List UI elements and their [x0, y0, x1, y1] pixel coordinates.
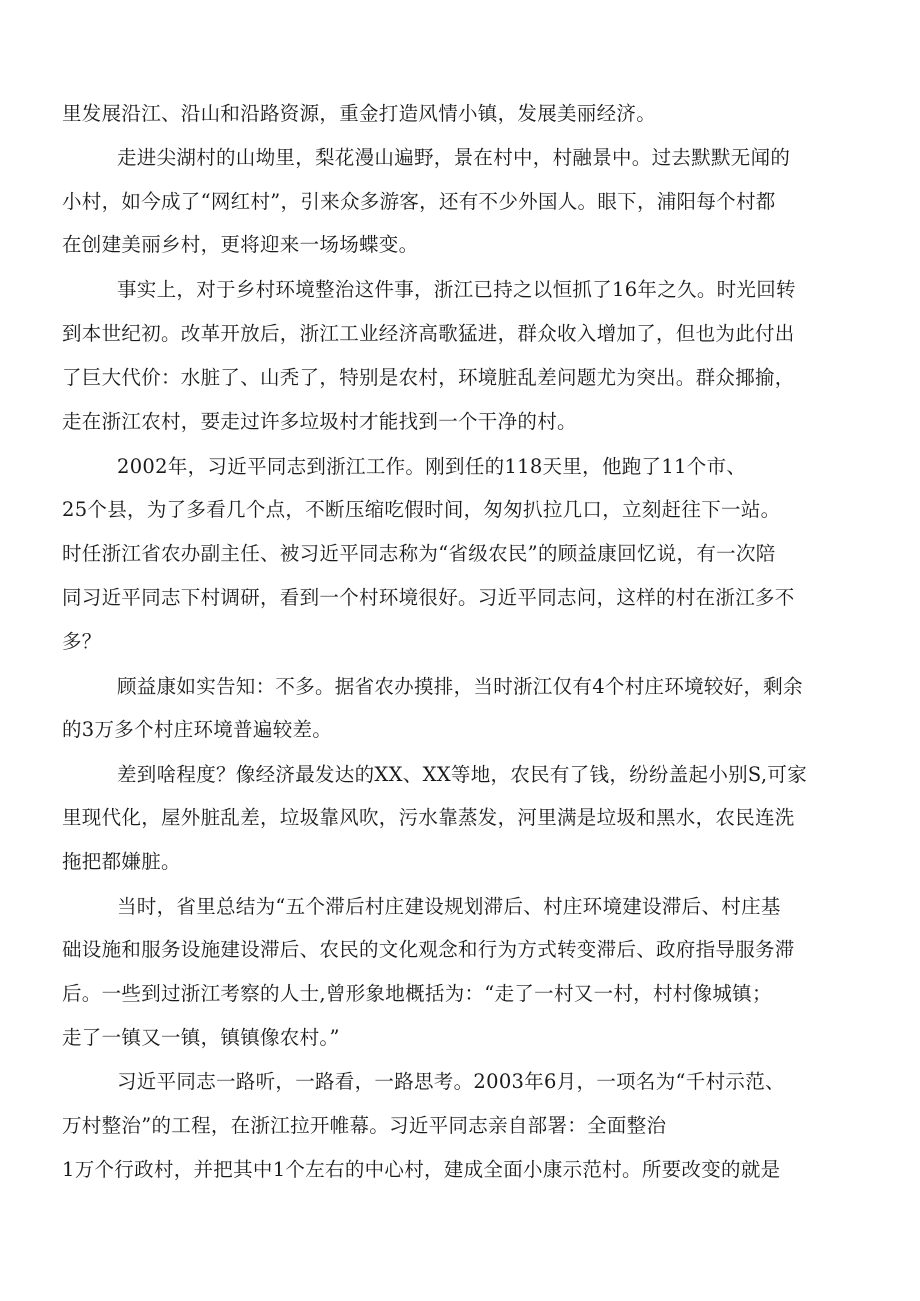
text-line: 础设施和服务设施建设滞后、农民的文化观念和行为方式转变滞后、政府指导服务滞 [62, 938, 795, 961]
text-line: 事实上，对于乡村环境整治这件事，浙江已持之以恒抓了16年之久。时光回转 [117, 278, 796, 301]
text-line: 当时，省里总结为“五个滞后村庄建设规划滞后、村庄环境建设滞后、村庄基 [117, 895, 781, 918]
text-line: 在创建美丽乡村，更将迎来一场场蝶变。 [62, 233, 419, 256]
text-line: 了巨大代价：水脏了、山秃了，特别是农村，环境脏乱差问题尤为突出。群众揶揄， [62, 366, 795, 389]
text-line: 到本世纪初。改革开放后，浙江工业经济高歌猛进，群众收入增加了，但也为此付出 [62, 322, 795, 345]
text-line: 走在浙江农村，要走过许多垃圾村才能找到一个干净的村。 [62, 410, 577, 433]
text-line: 2002年，习近平同志到浙江工作。刚到任的118天里，他跑了11个市、 [117, 455, 747, 478]
text-line: 里发展沿江、沿山和沿路资源，重金打造风情小镇，发展美丽经济。 [62, 102, 657, 125]
text-line: 习近平同志一路听，一路看，一路思考。2003年6月，一项名为“千村示范、 [117, 1070, 785, 1093]
text-line: 时任浙江省农办副主任、被习近平同志称为“省级农民”的顾益康回忆说，有一次陪 [62, 542, 776, 565]
text-line: 同习近平同志下村调研，看到一个村环境很好。习近平同志问，这样的村在浙江多不 [62, 586, 795, 609]
text-line: 万村整治”的工程，在浙江拉开帷幕。习近平同志亲自部署：全面整治 [62, 1114, 667, 1137]
text-line: 拖把都嫌脏。 [62, 850, 181, 873]
text-line: 1万个行政村，并把其中1个左右的中心村，建成全面小康示范村。所要改变的就是 [62, 1158, 781, 1181]
text-line: 差到啥程度？像经济最发达的XX、XX等地，农民有了钱，纷纷盖起小别S,可家 [117, 763, 807, 786]
text-line: 25个县，为了多看几个点，不断压缩吃假时间，匆匆扒拉几口，立刻赶往下一站。 [62, 498, 781, 521]
text-line: 后。一些到过浙江考察的人士,曾形象地概括为：“走了一村又一村，村村像城镇； [62, 982, 772, 1005]
text-line: 小村，如今成了“网红村”，引来众多游客，还有不少外国人。眼下，浦阳每个村都 [62, 190, 776, 213]
text-line: 走进尖湖村的山坳里，梨花漫山遍野，景在村中，村融景中。过去默默无闻的 [117, 146, 791, 169]
text-line: 顾益康如实告知：不多。据省农办摸排，当时浙江仅有4个村庄环境较好，剩余 [117, 675, 803, 698]
text-line: 多？ [62, 630, 102, 653]
text-line: 里现代化，屋外脏乱差，垃圾靠风吹，污水靠蒸发，河里满是垃圾和黑水，农民连洗 [62, 806, 795, 829]
text-line: 的3万多个村庄环境普遍较差。 [62, 718, 333, 741]
text-line: 走了一镇又一镇，镇镇像农村。” [62, 1026, 340, 1049]
